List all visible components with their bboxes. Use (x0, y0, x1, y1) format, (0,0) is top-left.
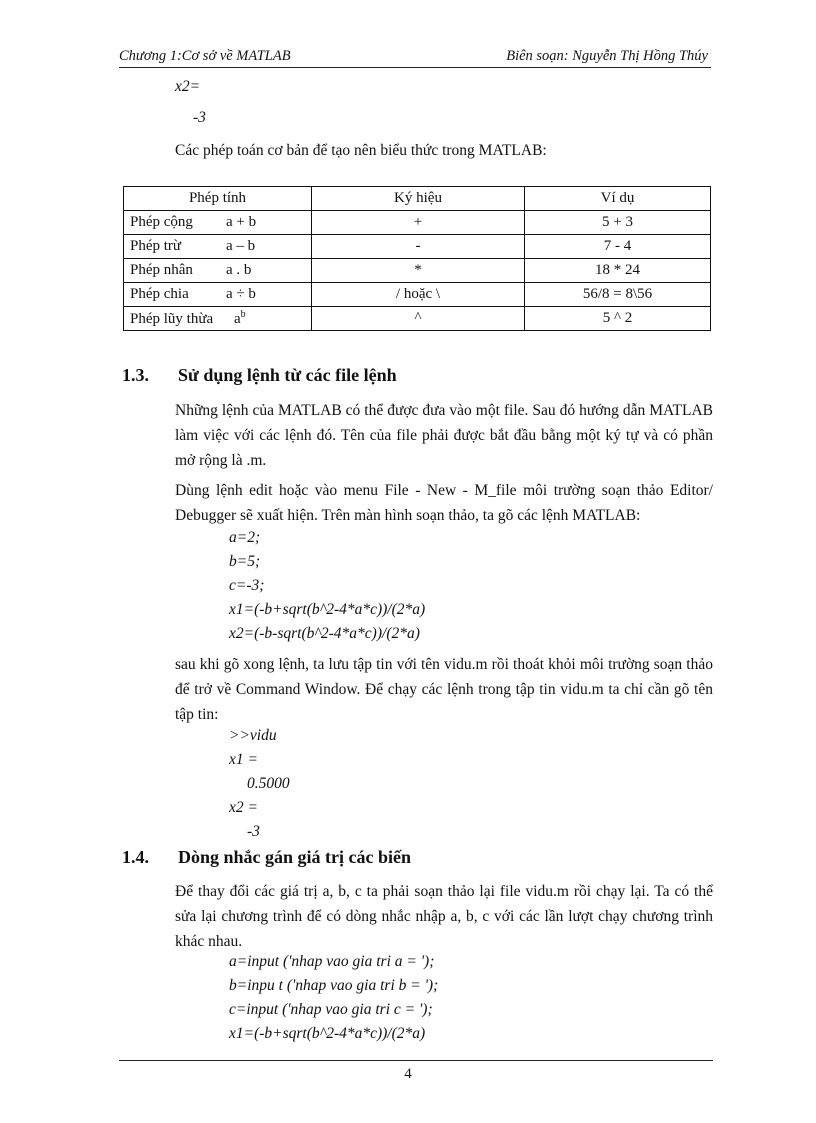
table-cell-symbol: / hoặc \ (312, 283, 525, 307)
code-line: x1=(-b+sqrt(b^2-4*a*c))/(2*a) (229, 601, 426, 618)
paragraph: Những lệnh của MATLAB có thể được đưa vào một file. Sau đó hướng dẫn MATLAB làm việc với các lệnh đó. Tên của file phải được bắt đầu bằng một ký tự và có phần mở rộng là .m. (175, 402, 713, 469)
table-row (124, 307, 711, 331)
paragraph: sau khi gõ xong lệnh, ta lưu tập tin với tên vidu.m rồi thoát khỏi môi trường soạn thảo để trở về Command Window. Để chạy các lệnh trong tập tin vidu.m ta chỉ cần gõ tên tập tin: (175, 656, 713, 723)
operation-name: Phép cộng (130, 214, 193, 230)
table-cell-symbol: ^ (312, 307, 525, 331)
code-line: a=2; (229, 529, 261, 546)
code-line: b=5; (229, 553, 261, 570)
operation-name: Phép nhân (130, 262, 193, 278)
section-title: Dòng nhắc gán giá trị các biến (178, 847, 412, 867)
output-x2-value: -3 (193, 109, 206, 126)
operation-name: Phép chia (130, 286, 189, 302)
operation-expr: a – b (226, 238, 256, 254)
table-cell-example: 18 * 24 (525, 259, 711, 283)
code-line: a=input ('nhap vao gia tri a = '); (229, 953, 435, 970)
code-line: c=-3; (229, 577, 265, 594)
table-cell-operation (124, 283, 312, 307)
code-line: b=inpu t ('nhap vao gia tri b = '); (229, 977, 439, 994)
section-title: Sử dụng lệnh từ các file lệnh (178, 365, 397, 385)
page-number: 4 (404, 1066, 412, 1082)
table-cell-example: 5 ^ 2 (525, 307, 711, 331)
operation-expr: a . b (226, 262, 252, 278)
operators-table (123, 186, 711, 331)
table-row (124, 211, 711, 235)
code-line: x2=(-b-sqrt(b^2-4*a*c))/(2*a) (229, 625, 420, 642)
footer-divider (119, 1060, 713, 1061)
table-cell-example: 5 + 3 (525, 211, 711, 235)
output-x2-label: x2 = (229, 799, 258, 816)
table-row (124, 235, 711, 259)
intro-text: Các phép toán cơ bản để tạo nên biểu thức trong MATLAB: (175, 142, 547, 159)
operation-expr: a (234, 311, 241, 327)
operation-expr-exponent: b (240, 309, 246, 320)
output-x1-value: 0.5000 (247, 775, 290, 792)
table-header-operation: Phép tính (124, 187, 312, 211)
table-cell-operation (124, 259, 312, 283)
operation-expr: a + b (226, 214, 257, 230)
table-cell-symbol: - (312, 235, 525, 259)
paragraph: Dùng lệnh edit hoặc vào menu File - New - M_file môi trường soạn thảo Editor/ Debugger sẽ xuất hiện. Trên màn hình soạn thảo, ta gõ các lệnh MATLAB: (175, 482, 713, 524)
table-header-symbol: Ký hiệu (312, 187, 525, 211)
section-number: 1.4. (122, 847, 149, 867)
table-header-row (124, 187, 711, 211)
table-header-example: Ví dụ (525, 187, 711, 211)
output-x2-label: x2= (175, 78, 201, 95)
output-x2-value: -3 (247, 823, 260, 840)
header-divider (119, 67, 711, 68)
code-line: c=input ('nhap vao gia tri c = '); (229, 1001, 433, 1018)
table-cell-example: 7 - 4 (525, 235, 711, 259)
operation-name: Phép trừ (130, 238, 182, 254)
running-header-right: Biên soạn: Nguyễn Thị Hồng Thúy (506, 48, 708, 64)
table-cell-example: 56/8 = 8\56 (525, 283, 711, 307)
paragraph: Để thay đổi các giá trị a, b, c ta phải soạn thảo lại file vidu.m rồi chạy lại. Ta có thể sửa lại chương trình để có dòng nhắc nhập a, b, c với các lần lượt chạy chương trình khác nhau. (175, 883, 713, 950)
table-row (124, 283, 711, 307)
operation-expr: a ÷ b (226, 286, 256, 302)
table-row (124, 259, 711, 283)
command-prompt: >>vidu (229, 727, 277, 744)
running-header-left: Chương 1:Cơ sở về MATLAB (119, 48, 291, 64)
table-cell-symbol: * (312, 259, 525, 283)
table-cell-operation (124, 235, 312, 259)
table-cell-symbol: + (312, 211, 525, 235)
table-cell-operation (124, 307, 312, 331)
section-number: 1.3. (122, 365, 149, 385)
operation-name: Phép lũy thừa (130, 311, 214, 327)
output-x1-label: x1 = (229, 751, 258, 768)
table-cell-operation (124, 211, 312, 235)
code-line: x1=(-b+sqrt(b^2-4*a*c))/(2*a) (229, 1025, 426, 1042)
